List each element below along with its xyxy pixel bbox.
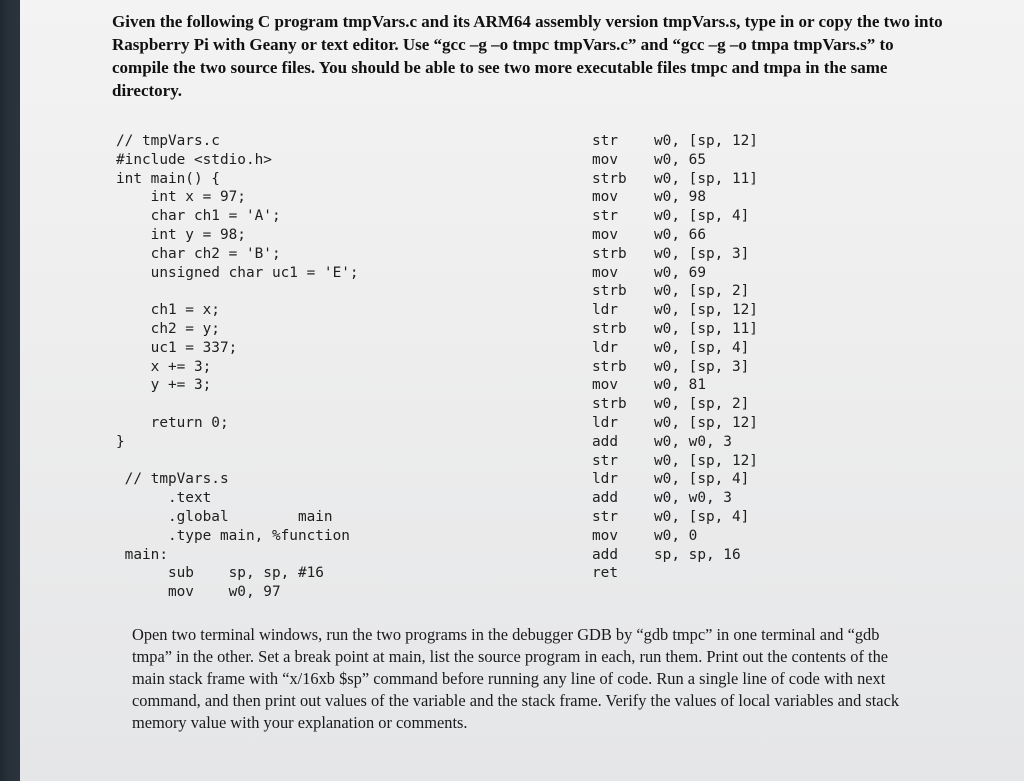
- code-line: }: [116, 433, 125, 450]
- asm-operands: w0, [sp, 3]: [654, 358, 750, 375]
- asm-opcode: mov: [592, 226, 618, 243]
- code-line: ch2 = y;: [116, 320, 220, 337]
- asm-opcode: mov: [592, 264, 618, 281]
- asm-opcode: strb: [592, 358, 627, 375]
- code-line: .text: [116, 490, 212, 507]
- asm-line: [592, 264, 758, 283]
- asm-line: [592, 188, 758, 207]
- asm-operands: w0, [sp, 4]: [654, 339, 750, 356]
- assembly-code-block: [592, 132, 758, 583]
- asm-line: [592, 489, 758, 508]
- asm-opcode: mov: [592, 151, 618, 168]
- asm-opcode: strb: [592, 320, 627, 337]
- code-line: // tmpVars.s: [116, 471, 229, 488]
- asm-line: [592, 170, 758, 189]
- monitor-bezel-edge: [0, 0, 20, 781]
- code-line: [116, 395, 359, 414]
- asm-operands: w0, [sp, 3]: [654, 245, 750, 262]
- asm-line: [592, 376, 758, 395]
- asm-line: [592, 226, 758, 245]
- asm-line: [592, 527, 758, 546]
- code-line: .global main: [116, 508, 333, 525]
- asm-opcode: mov: [592, 189, 618, 206]
- code-line: sub sp, sp, #16: [116, 565, 324, 582]
- code-line: char ch2 = 'B';: [116, 245, 281, 262]
- asm-line: [592, 132, 758, 151]
- code-line: #include <stdio.h>: [116, 151, 272, 168]
- asm-operands: w0, [sp, 11]: [654, 170, 758, 187]
- code-line: return 0;: [116, 414, 229, 431]
- asm-line: [592, 564, 758, 583]
- asm-line: [592, 358, 758, 377]
- asm-opcode: strb: [592, 396, 627, 413]
- code-line: // tmpVars.c: [116, 133, 220, 149]
- asm-opcode: add: [592, 433, 618, 450]
- asm-opcode: ldr: [592, 339, 618, 356]
- asm-operands: w0, 69: [654, 264, 706, 281]
- asm-operands: w0, 98: [654, 189, 706, 206]
- asm-line: [592, 433, 758, 452]
- code-line: char ch1 = 'A';: [116, 208, 281, 225]
- asm-operands: w0, 0: [654, 527, 698, 544]
- intro-paragraph: Given the following C program tmpVars.c and its ARM64 assembly version tmpVars.s, type in or copy the two into Raspberry Pi with Geany or text editor. Use “gcc –g –o tmpc tmpVars.c” and “gcc –g –o tmpa tmpVars.s” to compile the two source files. You should be able to see two more executable files tmpc and tmpa in the same directory.: [112, 12, 943, 100]
- code-line: .type main, %function: [116, 527, 350, 544]
- asm-line: [592, 301, 758, 320]
- asm-opcode: add: [592, 490, 618, 507]
- code-line: unsigned char uc1 = 'E';: [116, 264, 359, 281]
- asm-line: [592, 508, 758, 527]
- asm-opcode: ldr: [592, 471, 618, 488]
- asm-opcode: str: [592, 452, 618, 469]
- c-source-code-block: [116, 132, 359, 602]
- asm-opcode: mov: [592, 377, 618, 394]
- asm-line: [592, 282, 758, 301]
- asm-operands: w0, [sp, 2]: [654, 396, 750, 413]
- asm-opcode: ldr: [592, 302, 618, 319]
- asm-operands: sp, sp, 16: [654, 546, 741, 563]
- asm-operands: w0, w0, 3: [654, 490, 732, 507]
- asm-opcode: add: [592, 546, 618, 563]
- code-line: main:: [116, 546, 168, 563]
- code-line: ch1 = x;: [116, 302, 220, 319]
- asm-operands: w0, [sp, 12]: [654, 302, 758, 319]
- asm-line: [592, 320, 758, 339]
- asm-opcode: strb: [592, 170, 627, 187]
- asm-operands: w0, 81: [654, 377, 706, 394]
- asm-opcode: str: [592, 133, 618, 149]
- asm-line: [592, 452, 758, 471]
- asm-opcode: strb: [592, 283, 627, 300]
- asm-operands: w0, 65: [654, 151, 706, 168]
- code-line: x += 3;: [116, 358, 212, 375]
- asm-operands: w0, [sp, 4]: [654, 508, 750, 525]
- asm-line: [592, 414, 758, 433]
- asm-operands: w0, [sp, 4]: [654, 208, 750, 225]
- code-line: [116, 282, 359, 301]
- asm-operands: w0, w0, 3: [654, 433, 732, 450]
- asm-opcode: str: [592, 508, 618, 525]
- code-line: y += 3;: [116, 377, 212, 394]
- asm-opcode: strb: [592, 245, 627, 262]
- asm-line: [592, 546, 758, 565]
- asm-line: [592, 151, 758, 170]
- instructions-paragraph: Open two terminal windows, run the two programs in the debugger GDB by “gdb tmpc” in one terminal and “gdb tmpa” in the other. Set a break point at main, list the source program in each, run them. Print out the contents of the main stack frame with “x/16xb $sp” command before running any line of code. Run a single line of code with next command, and then print out values of the variable and the stack frame. Verify the values of local variables and stack memory value with your explanation or comments.: [132, 625, 900, 732]
- code-line: uc1 = 337;: [116, 339, 238, 356]
- code-line: int y = 98;: [116, 226, 246, 243]
- asm-line: [592, 207, 758, 226]
- asm-line: [592, 245, 758, 264]
- asm-opcode: mov: [592, 527, 618, 544]
- asm-operands: w0, [sp, 12]: [654, 452, 758, 469]
- asm-operands: w0, [sp, 12]: [654, 133, 758, 149]
- code-line: int x = 97;: [116, 189, 246, 206]
- asm-operands: w0, [sp, 11]: [654, 320, 758, 337]
- code-line: mov w0, 97: [116, 584, 281, 601]
- asm-line: [592, 470, 758, 489]
- asm-opcode: ldr: [592, 414, 618, 431]
- code-line: [116, 452, 359, 471]
- asm-line: [592, 395, 758, 414]
- asm-opcode: str: [592, 208, 618, 225]
- asm-line: [592, 339, 758, 358]
- asm-operands: w0, 66: [654, 226, 706, 243]
- asm-operands: w0, [sp, 12]: [654, 414, 758, 431]
- asm-opcode: ret: [592, 565, 618, 582]
- asm-operands: w0, [sp, 2]: [654, 283, 750, 300]
- asm-operands: w0, [sp, 4]: [654, 471, 750, 488]
- code-line: int main() {: [116, 170, 220, 187]
